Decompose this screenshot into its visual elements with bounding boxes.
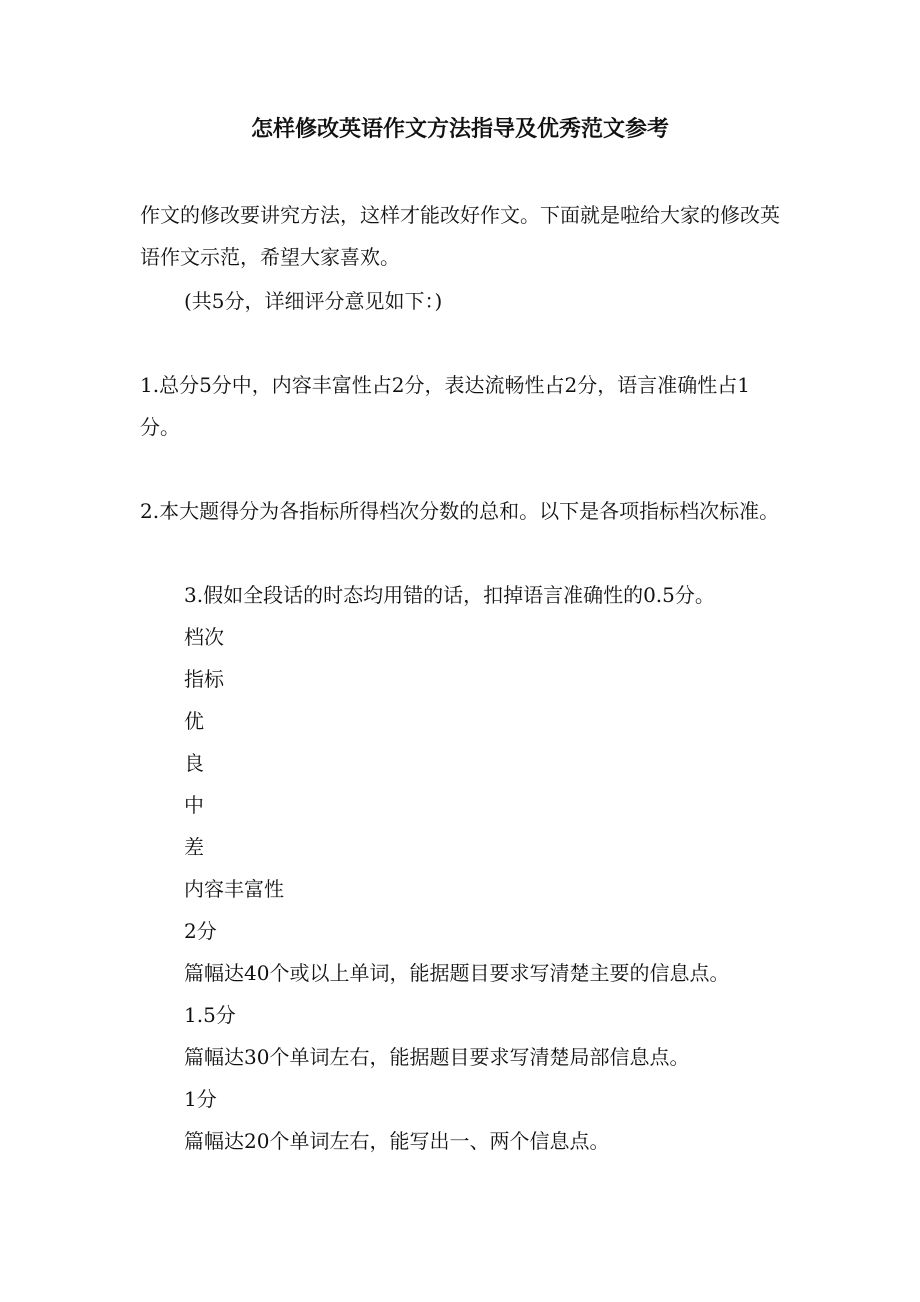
table-line-poor: 差	[184, 835, 204, 859]
table-line-content-richness: 内容丰富性	[184, 877, 284, 901]
table-line-indicator: 指标	[184, 667, 224, 691]
scoring-point-1: 1.总分5分中，内容丰富性占2分，表达流畅性占2分，语言准确性占1分。	[140, 373, 750, 439]
table-line-score-1: 1分	[184, 1087, 217, 1111]
scoring-point-2: 2.本大题得分为各指标所得档次分数的总和。以下是各项指标档次标准。	[140, 499, 780, 523]
table-line-good: 良	[184, 751, 204, 775]
table-line-criterion-1-5: 篇幅达30个单词左右，能据题目要求写清楚局部信息点。	[184, 1045, 690, 1069]
document-title: 怎样修改英语作文方法指导及优秀范文参考	[250, 116, 669, 142]
intro-paragraph: 作文的修改要讲究方法，这样才能改好作文。下面就是啦给大家的修改英语作文示范，希望大家喜欢。	[140, 203, 780, 269]
table-line-criterion-2: 篇幅达40个或以上单词，能据题目要求写清楚主要的信息点。	[184, 961, 730, 985]
table-line-criterion-1: 篇幅达20个单词左右，能写出一、两个信息点。	[184, 1129, 610, 1153]
table-line-level: 档次	[184, 625, 224, 649]
scoring-note: (共5分，详细评分意见如下：)	[184, 289, 443, 313]
table-line-average: 中	[184, 793, 204, 817]
table-line-score-1-5: 1.5分	[184, 1003, 236, 1027]
table-line-score-2: 2分	[184, 919, 217, 943]
scoring-point-3: 3.假如全段话的时态均用错的话，扣掉语言准确性的0.5分。	[184, 583, 715, 607]
table-line-excellent: 优	[184, 709, 204, 733]
